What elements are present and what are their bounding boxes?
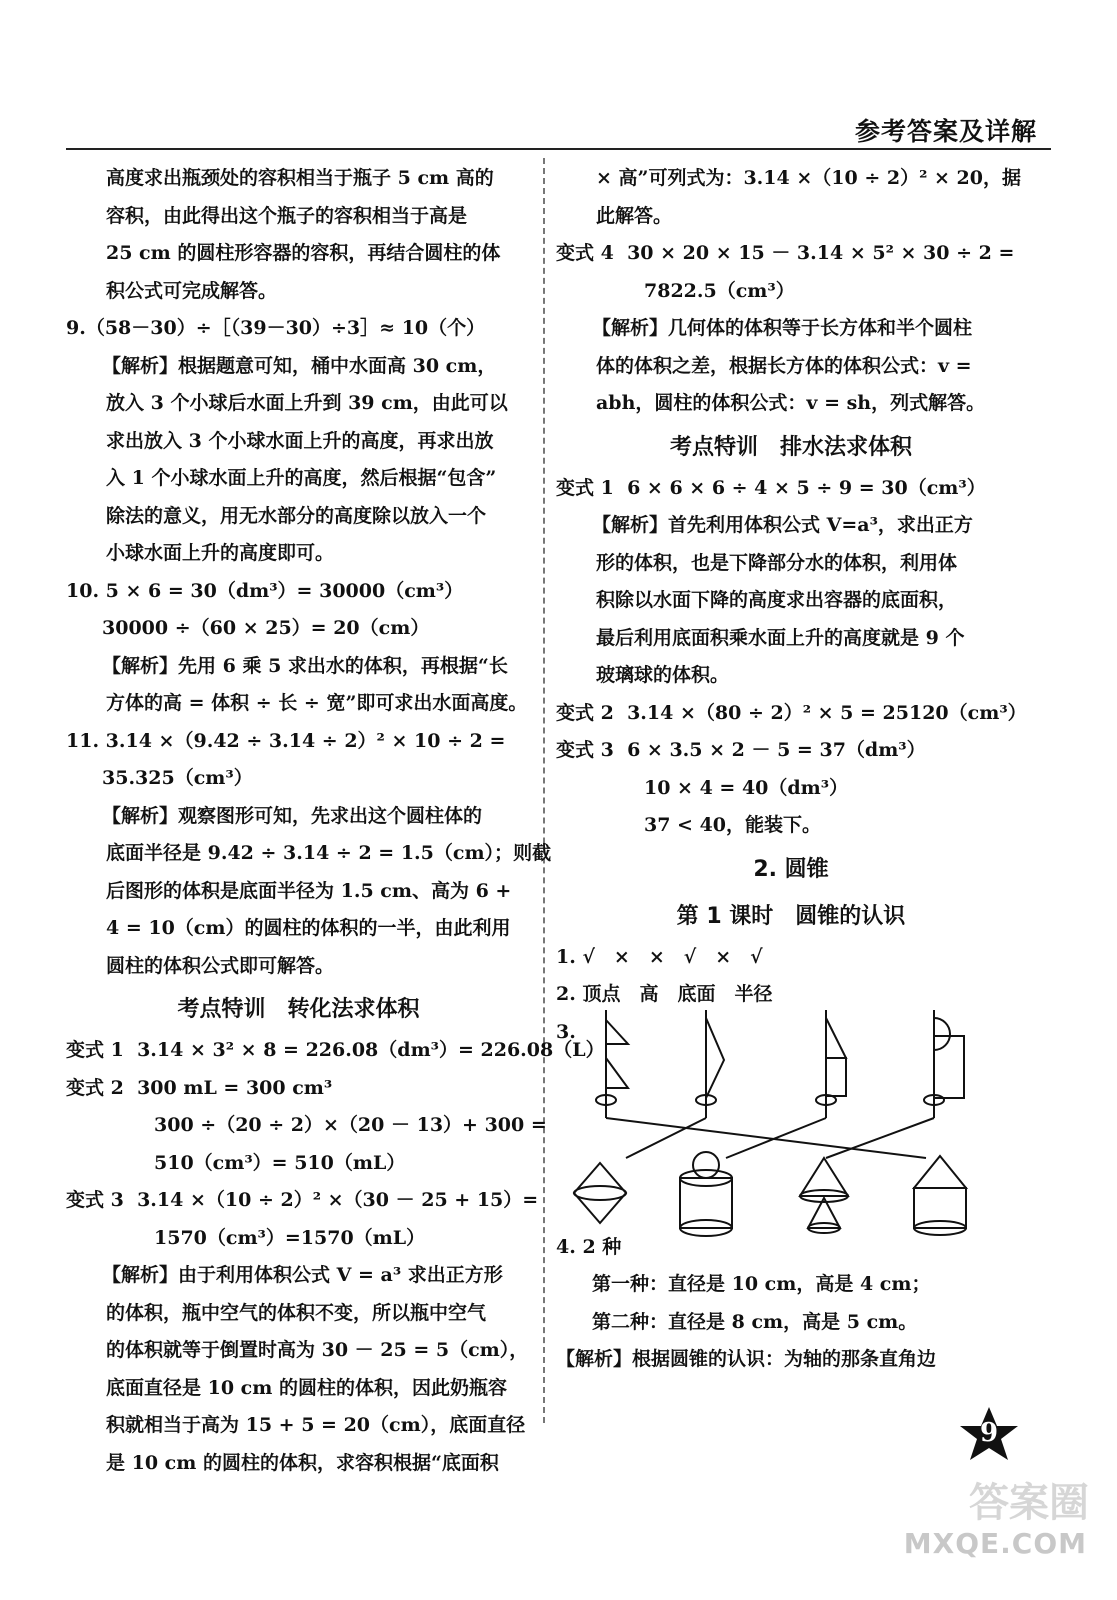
variant-label: 变式 2 <box>556 701 614 724</box>
text-line: 此解答。 <box>596 204 673 227</box>
explanation-line: 形的体积，也是下降部分水的体积，利用体 <box>596 551 958 574</box>
explanation-line: 【解析】根据题意可知，桶中水面高 30 cm， <box>102 354 497 377</box>
explanation-line: 【解析】观察图形可知，先求出这个圆柱体的 <box>102 804 483 827</box>
text-line: 积公式可完成解答。 <box>106 279 278 302</box>
page-header-title: 参考答案及详解 <box>854 117 1037 146</box>
explanation-line: 【解析】几何体的体积等于长方体和半个圆柱 <box>592 317 973 339</box>
variant-answer: 1570（cm³）=1570（mL） <box>154 1226 426 1249</box>
watermark-url: MXQE.COM <box>903 1527 1087 1560</box>
explanation-line: 放入 3 个小球后水面上升到 39 cm，由此可以 <box>106 392 508 414</box>
explanation-line: 最后利用底面积乘水面上升的高度就是 9 个 <box>596 626 965 649</box>
variant-label: 变式 4 <box>556 242 614 264</box>
variant-label: 变式 1 <box>556 476 614 499</box>
variant-label: 变式 3 <box>556 739 614 761</box>
explanation-line: 圆柱的体积公式即可解答。 <box>106 954 335 977</box>
double-cone-solid <box>574 1163 626 1223</box>
explanation-line: 【解析】根据圆锥的认识：为轴的那条直角边 <box>556 1348 937 1370</box>
triangle-shape-1 <box>606 1010 628 1118</box>
explanation-line: 小球水面上升的高度即可。 <box>106 542 335 564</box>
explanation-line: 底面直径是 10 cm 的圆柱的体积，因此奶瓶容 <box>106 1376 507 1399</box>
chapter-title: 2. 圆锥 <box>753 856 829 882</box>
header-rule <box>66 148 1051 150</box>
variant-answer: 300 ÷（20 ÷ 2）×（20 － 13）+ 300 = <box>154 1114 547 1136</box>
explanation-line: 【解析】由于利用体积公式 V = a³ 求出正方形 <box>102 1264 503 1286</box>
variant-answer: 3.14 ×（10 ÷ 2）² ×（30 － 25 + 15）= <box>137 1189 539 1211</box>
page-number: 9 <box>979 1418 999 1448</box>
rotation-matching-diagram <box>556 1008 1026 1238</box>
variant-answer: 3.14 ×（80 ÷ 2）² × 5 = 25120（cm³） <box>627 701 1027 724</box>
answer-11-line2: 35.325（cm³） <box>102 767 253 789</box>
explanation-line: 是 10 cm 的圆柱的体积，求容积根据“底面积 <box>106 1451 499 1474</box>
variant-label: 变式 2 <box>66 1076 124 1099</box>
variant-answer: 30 × 20 × 15 － 3.14 × 5² × 30 ÷ 2 = <box>627 242 1015 264</box>
text-line: × 高”可列式为：3.14 ×（10 ÷ 2）² × 20，据 <box>596 167 1021 189</box>
explanation-line: 求出放入 3 个小球水面上升的高度，再求出放 <box>106 429 494 452</box>
explanation-line: 玻璃球的体积。 <box>596 664 730 686</box>
explanation-line: 入 1 个小球水面上升的高度，然后根据“包含” <box>106 467 497 489</box>
explanation-line: 4 = 10（cm）的圆柱的体积的一半，由此利用 <box>106 917 511 939</box>
explanation-line: 除法的意义，用无水部分的高度除以放入一个 <box>106 504 487 527</box>
watermark-logo: 答案圈 <box>969 1479 1089 1526</box>
variant-label: 变式 1 <box>66 1039 124 1061</box>
explanation-line: 的体积就等于倒置时高为 30 － 25 = 5（cm）， <box>106 1339 529 1361</box>
explanation-line: 【解析】先用 6 乘 5 求出水的体积，再根据“长 <box>102 654 508 677</box>
semicircle-rect-shape <box>934 1010 964 1118</box>
explanation-line: abh，圆柱的体积公式：v = sh，列式解答。 <box>596 392 986 414</box>
explanation-line: 底面半径是 9.42 ÷ 3.14 ÷ 2 = 1.5（cm）；则截 <box>106 842 552 864</box>
right-column <box>556 160 1026 1379</box>
column-divider <box>543 158 545 1423</box>
answer-9: 9.（58－30）÷［（39－30）÷3］≈ 10（个） <box>66 317 486 339</box>
variant-answer: 510（cm³）= 510（mL） <box>154 1151 406 1174</box>
explanation-line: 方体的高 = 体积 ÷ 长 ÷ 宽”即可求出水面高度。 <box>106 692 528 714</box>
answer-3-label: 3. <box>556 1020 576 1043</box>
text-line: 25 cm 的圆柱形容器的容积，再结合圆柱的体 <box>106 242 501 264</box>
explanation-line: 【解析】首先利用体积公式 V=a³，求出正方 <box>592 514 973 536</box>
variant-label: 变式 3 <box>66 1189 124 1211</box>
answer-11: 11. 3.14 ×（9.42 ÷ 3.14 ÷ 2）² × 10 ÷ 2 = <box>66 729 506 752</box>
two-cones-solid <box>800 1158 848 1233</box>
cylinder-sphere-solid <box>680 1152 732 1236</box>
answer-4: 4. 2 种 <box>556 1235 622 1258</box>
explanation-line: 积除以水面下降的高度求出容器的底面积， <box>596 589 958 611</box>
cone-cylinder-solid <box>914 1156 966 1235</box>
variant-answer: 10 × 4 = 40（dm³） <box>644 776 849 799</box>
variant-answer: 6 × 6 × 6 ÷ 4 × 5 ÷ 9 = 30（cm³） <box>627 476 986 499</box>
section-title: 考点特训 排水法求体积 <box>669 434 912 460</box>
answer-10: 10. 5 × 6 = 30（dm³）= 30000（cm³） <box>66 579 464 602</box>
explanation-line: 的体积，瓶中空气的体积不变，所以瓶中空气 <box>106 1301 487 1324</box>
explanation-line: 后图形的体积是底面半径为 1.5 cm、高为 6 + <box>106 879 512 902</box>
lesson-title: 第 1 课时 圆锥的认识 <box>676 903 906 929</box>
answer-1: 1. √ × × √ × √ <box>556 945 763 968</box>
variant-answer: 37 < 40，能装下。 <box>644 814 822 836</box>
answer-2: 2. 顶点 高 底面 半径 <box>556 983 773 1005</box>
answer-4-option: 第二种：直径是 8 cm，高是 5 cm。 <box>592 1310 918 1333</box>
text-line: 高度求出瓶颈处的容积相当于瓶子 5 cm 高的 <box>106 167 494 189</box>
explanation-line: 体的体积之差，根据长方体的体积公式：v = <box>596 354 972 377</box>
answer-10-line2: 30000 ÷（60 × 25）= 20（cm） <box>102 617 430 639</box>
answer-3-figure <box>556 1014 1026 1229</box>
answer-4-option: 第一种：直径是 10 cm，高是 4 cm； <box>592 1273 931 1295</box>
variant-answer: 300 mL = 300 cm³ <box>137 1076 333 1099</box>
variant-answer: 7822.5（cm³） <box>644 279 795 302</box>
variant-answer: 6 × 3.5 × 2 － 5 = 37（dm³） <box>627 739 926 761</box>
section-title: 考点特训 转化法求体积 <box>177 997 420 1022</box>
text-line: 容积，由此得出这个瓶子的容积相当于高是 <box>106 204 468 227</box>
variant-answer: 3.14 × 3² × 8 = 226.08（dm³）= 226.08（L） <box>137 1039 605 1061</box>
explanation-line: 积就相当于高为 15 + 5 = 20（cm），底面直径 <box>106 1414 526 1436</box>
